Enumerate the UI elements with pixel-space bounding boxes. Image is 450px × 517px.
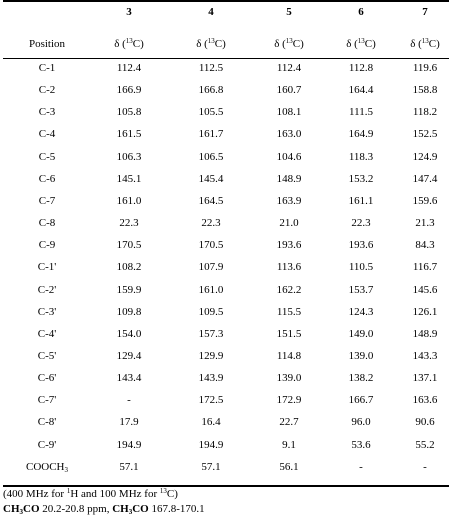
shift-value-cell: 129.9	[198, 349, 224, 362]
delta-header: δ ($^{13}$C)	[196, 37, 226, 50]
compound-header-5: 5	[286, 6, 292, 18]
shift-value-cell: 161.0	[116, 194, 142, 207]
table-row	[3, 350, 449, 372]
shift-value-cell: -	[359, 460, 363, 473]
table-row	[3, 106, 449, 128]
shift-value-cell: 22.3	[351, 217, 371, 230]
table-row	[3, 151, 449, 173]
table-row	[3, 439, 449, 461]
compound-header-6: 6	[358, 6, 364, 18]
shift-value-cell: 157.3	[198, 327, 224, 340]
shift-value-cell: 22.7	[279, 416, 299, 429]
shift-value-cell: 138.2	[348, 372, 374, 385]
shift-value-cell: 112.4	[116, 62, 142, 74]
shift-value-cell: 105.5	[198, 106, 224, 119]
shift-value-cell: 193.6	[276, 239, 302, 252]
shift-value-cell: 84.3	[415, 239, 435, 252]
position-cell: $COOCH_3$	[25, 460, 68, 474]
shift-value-cell: 161.7	[198, 128, 224, 141]
position-cell: C-7	[38, 194, 56, 207]
position-header: Position	[28, 38, 66, 50]
shift-value-cell: 111.5	[349, 106, 373, 119]
shift-value-cell: 109.8	[116, 305, 142, 318]
column-header-row	[3, 38, 449, 60]
shift-value-cell: 164.9	[348, 128, 374, 141]
table-row	[3, 261, 449, 283]
shift-value-cell: 172.9	[276, 394, 302, 407]
acetyl-methyl-label: $CH_3CO$	[3, 503, 40, 516]
shift-value-cell: 143.4	[116, 372, 142, 385]
shift-value-cell: 57.1	[201, 460, 221, 473]
shift-value-cell: 107.9	[198, 261, 224, 274]
delta-header: δ ($^{13}$C)	[114, 37, 144, 50]
position-cell: C-9	[38, 239, 56, 252]
header-rule	[3, 58, 449, 59]
shift-value-cell: 161.0	[198, 283, 224, 296]
footnote-acetyl: $CH_3CO$ 20.2-20.8 ppm, $CH_3CO$ 167.8-170.1	[3, 503, 205, 516]
position-cell: C-3'	[37, 305, 57, 318]
shift-value-cell: 17.9	[119, 416, 139, 429]
table-row	[3, 394, 449, 416]
table-row	[3, 217, 449, 239]
position-cell: C-8'	[37, 416, 57, 429]
shift-value-cell: 124.9	[412, 150, 438, 163]
shift-value-cell: 113.6	[276, 261, 302, 274]
shift-value-cell: 96.0	[351, 416, 371, 429]
position-cell: C-4	[38, 128, 56, 141]
table-top-rule	[3, 0, 449, 2]
delta-header: δ ($^{13}$C)	[274, 37, 304, 50]
shift-value-cell: 114.8	[276, 349, 302, 362]
compound-header-7: 7	[422, 6, 428, 18]
position-cell: C-8	[38, 217, 56, 230]
table-row	[3, 128, 449, 150]
shift-value-cell: 108.1	[276, 106, 302, 119]
position-cell: C-6	[38, 172, 56, 185]
shift-value-cell: 108.2	[116, 261, 142, 274]
shift-value-cell: 163.6	[412, 394, 438, 407]
position-cell: C-6'	[37, 372, 57, 385]
shift-value-cell: 164.4	[348, 84, 374, 97]
shift-value-cell: 53.6	[351, 438, 371, 451]
shift-value-cell: 57.1	[119, 460, 139, 473]
position-cell: C-5'	[37, 349, 57, 362]
shift-value-cell: 137.1	[412, 372, 438, 385]
position-cell: C-1	[38, 62, 56, 74]
position-cell: C-2	[38, 84, 56, 97]
position-cell: C-5	[38, 150, 56, 163]
table-row	[3, 328, 449, 350]
shift-value-cell: 147.4	[412, 172, 438, 185]
shift-value-cell: 22.3	[201, 217, 221, 230]
shift-value-cell: 115.5	[276, 305, 302, 318]
shift-value-cell: 56.1	[279, 460, 299, 473]
shift-value-cell: 9.1	[282, 438, 296, 451]
shift-value-cell: 154.0	[116, 327, 142, 340]
shift-value-cell: 110.5	[348, 261, 374, 274]
shift-value-cell: 118.2	[412, 106, 438, 119]
shift-value-cell: 112.5	[198, 62, 224, 74]
shift-value-cell: 109.5	[198, 305, 224, 318]
position-cell: C-2'	[37, 283, 57, 296]
compound-number-row	[3, 6, 449, 28]
shift-value-cell: 104.6	[276, 150, 302, 163]
shift-value-cell: 161.1	[348, 194, 374, 207]
shift-value-cell: 193.6	[348, 239, 374, 252]
shift-value-cell: 129.4	[116, 349, 142, 362]
table-row	[3, 84, 449, 106]
shift-value-cell: 151.5	[276, 327, 302, 340]
shift-value-cell: 105.8	[116, 106, 142, 119]
shift-value-cell: 116.7	[412, 261, 438, 274]
shift-value-cell: 170.5	[116, 239, 142, 252]
shift-value-cell: 172.5	[198, 394, 224, 407]
shift-value-cell: 153.7	[348, 283, 374, 296]
table-row	[3, 306, 449, 328]
shift-value-cell: 162.2	[276, 283, 302, 296]
shift-value-cell: 166.9	[116, 84, 142, 97]
shift-value-cell: 170.5	[198, 239, 224, 252]
position-cell: C-4'	[37, 327, 57, 340]
shift-value-cell: 166.8	[198, 84, 224, 97]
shift-value-cell: 112.8	[348, 62, 374, 74]
position-cell: C-7'	[37, 394, 57, 407]
shift-value-cell: 143.9	[198, 372, 224, 385]
acetyl-carbonyl-label: $CH_3CO$	[112, 503, 149, 516]
position-cell: C-3	[38, 106, 56, 119]
shift-value-cell: 145.4	[198, 172, 224, 185]
shift-value-cell: 16.4	[201, 416, 221, 429]
shift-value-cell: 90.6	[415, 416, 435, 429]
shift-value-cell: 106.3	[116, 150, 142, 163]
shift-value-cell: 163.0	[276, 128, 302, 141]
table-row	[3, 239, 449, 261]
table-row	[3, 62, 449, 84]
shift-value-cell: 21.3	[415, 217, 435, 230]
shift-value-cell: 112.4	[276, 62, 302, 74]
shift-value-cell: -	[423, 460, 427, 473]
shift-value-cell: 158.8	[412, 84, 438, 97]
shift-value-cell: 139.0	[276, 372, 302, 385]
shift-value-cell: 145.6	[412, 283, 438, 296]
shift-value-cell: 148.9	[276, 172, 302, 185]
shift-value-cell: 194.9	[116, 438, 142, 451]
shift-value-cell: 159.9	[116, 283, 142, 296]
shift-value-cell: 145.1	[116, 172, 142, 185]
position-cell: C-1'	[37, 261, 57, 274]
shift-value-cell: 124.3	[348, 305, 374, 318]
table-row	[3, 461, 449, 483]
shift-value-cell: 153.2	[348, 172, 374, 185]
shift-value-cell: 143.3	[412, 349, 438, 362]
table-row	[3, 173, 449, 195]
position-cell: C-9'	[37, 438, 57, 451]
table-row	[3, 284, 449, 306]
table-row	[3, 195, 449, 217]
table-row	[3, 372, 449, 394]
shift-value-cell: 194.9	[198, 438, 224, 451]
shift-value-cell: 118.3	[348, 150, 374, 163]
delta-header: δ ($^{13}$C)	[410, 37, 440, 50]
shift-value-cell: 160.7	[276, 84, 302, 97]
shift-value-cell: 106.5	[198, 150, 224, 163]
compound-header-3: 3	[126, 6, 132, 18]
shift-value-cell: 161.5	[116, 128, 142, 141]
shift-value-cell: 163.9	[276, 194, 302, 207]
delta-header: δ ($^{13}$C)	[346, 37, 376, 50]
shift-value-cell: 139.0	[348, 349, 374, 362]
shift-value-cell: 55.2	[415, 438, 435, 451]
footnote-spectrometer: (400 MHz for $^1$H and 100 MHz for $^{13}$C)	[3, 487, 178, 500]
shift-value-cell: 164.5	[198, 194, 224, 207]
shift-value-cell: -	[127, 394, 131, 407]
shift-value-cell: 126.1	[412, 305, 438, 318]
shift-value-cell: 149.0	[348, 327, 374, 340]
shift-value-cell: 148.9	[412, 327, 438, 340]
shift-value-cell: 21.0	[279, 217, 299, 230]
shift-value-cell: 152.5	[412, 128, 438, 141]
compound-header-4: 4	[208, 6, 214, 18]
shift-value-cell: 119.6	[412, 62, 438, 74]
shift-value-cell: 159.6	[412, 194, 438, 207]
shift-value-cell: 166.7	[348, 394, 374, 407]
shift-value-cell: 22.3	[119, 217, 139, 230]
table-row	[3, 416, 449, 438]
